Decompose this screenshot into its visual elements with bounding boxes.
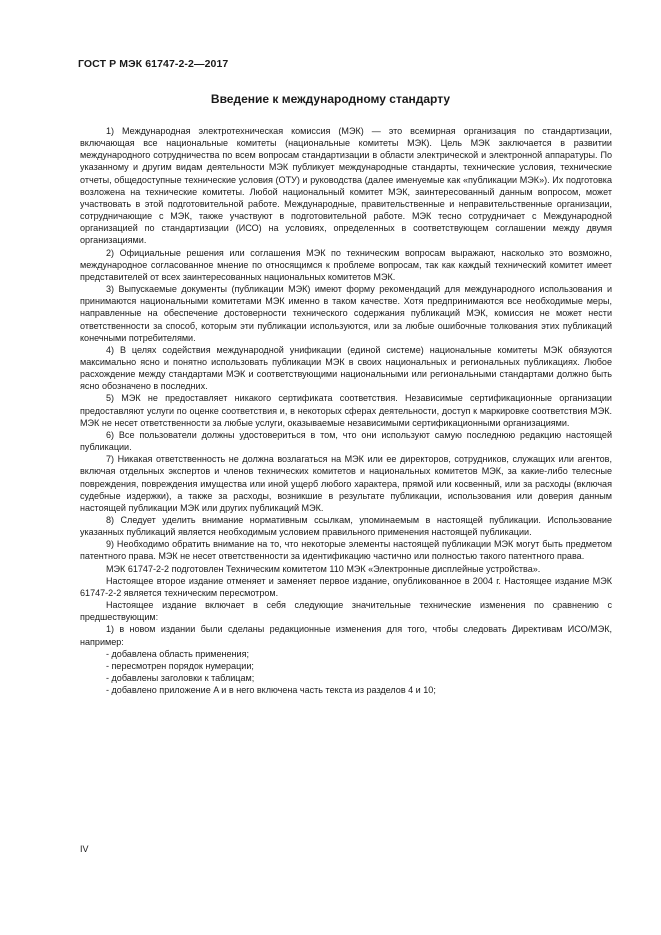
change-list-item: - пересмотрен порядок нумерации; (106, 660, 254, 671)
section-title: Введение к международному стандарту (210, 92, 451, 106)
paragraph: 8) Следует уделить внимание нормативным ссылкам, упоминаемым в настоящей публикации. Использование указанных публикаций является необходимым условием правильного применения настоящей публикации. (80, 515, 612, 538)
paragraph: 9) Необходимо обратить внимание на то, что некоторые элементы настоящей публикации МЭК могут быть предметом патентного права. МЭК не несет ответственности за идентификацию частично или полностью такого патентного права. (80, 539, 612, 562)
paragraph: 7) Никакая ответственность не должна возлагаться на МЭК или ее директоров, сотрудников, служащих или агентов, включая отдельных экспертов и членов технических комитетов и национальных комитетов МЭК, за какие-либо телесные повреждения, повреждения имущества или иной ущерб любого характера, прямой или косвенный, или за расходы (включая судебные издержки), а также за расходы, возникшие в результате публикации, использования или доверия данным настоящей публикации МЭК или других публикаций МЭК. (80, 454, 612, 513)
paragraph: Настоящее издание включает в себя следующие значительные технические изменения по сравнению с предшествующим: (80, 600, 612, 623)
paragraph: 3) Выпускаемые документы (публикации МЭК) имеют форму рекомендаций для международного использования и принимаются национальными комитетами МЭК именно в таком качестве. Хотя предпринимаются все необходимые меры, направленные на обеспечение достоверности технического содержания публикаций МЭК, комиссия не может нести ответственности за способ, которым эти публикации используются, или за любые ошибочные толкования этих публикаций конечными потребителями. (80, 284, 612, 343)
document-header: ГОСТ Р МЭК 61747-2-2—2017 (78, 58, 229, 70)
paragraph: 6) Все пользователи должны удостовериться в том, что они используют самую последнюю редакцию настоящей публикации. (80, 429, 612, 453)
change-list-item: - добавлена область применения; (106, 648, 250, 659)
page-number: IV (80, 844, 89, 854)
paragraph: Настоящее второе издание отменяет и заменяет первое издание, опубликованное в 2004 г. Настоящее издание МЭК 61747-2-2 является техническим пересмотром. (80, 575, 612, 598)
change-list-item: - добавлены заголовки к таблицам; (106, 673, 255, 684)
change-list-item: - добавлено приложение A и в него включена часть текста из разделов 4 и 10; (106, 685, 436, 696)
paragraph: 2) Официальные решения или соглашения МЭК по техническим вопросам выражают, насколько это возможно, международное согласованное мнение по относящимся к проблеме вопросам, так как каждый технический комитет имеет представителей от всех заинтересованных национальных комитетов МЭК. (80, 247, 612, 282)
paragraph: 1) Международная электротехническая комиссия (МЭК) — это всемирная организация по стандартизации, включающая все национальные комитеты (национальные комитеты МЭК). Цель МЭК заключается в развитии международного сотрудничества по всем вопросам стандартизации в области электрической и электронной аппаратуры. По указанному и другим видам деятельности МЭК публикует международные стандарты, технические условия, технические отчеты, общедоступные технические условия (ОТУ) и руководства (далее именуемые как «публикации МЭК»). Их подготовка возложена на технические комитеты. Любой национальный комитет МЭК, заинтересованный данным вопросом, может участвовать в этой подготовительной работе. Международные, правительственные и неправительственные организации, сотрудничающие с МЭК, также участвуют в подготовительной работе. МЭК тесно сотрудничает с Международной организацией по стандартизации (ИСО) на условиях, определенных в соответствующем соглашении между двумя организациями. (80, 126, 612, 246)
document-body (80, 125, 612, 696)
paragraph: 1) в новом издании были сделаны редакционные изменения для того, чтобы следовать Директивам ИСО/МЭК, например: (80, 624, 612, 647)
paragraph: МЭК 61747-2-2 подготовлен Техническим комитетом 110 МЭК «Электронные дисплейные устройства». (106, 563, 541, 574)
paragraph: 4) В целях содействия международной унификации (единой системе) национальные комитеты МЭК обязуются максимально ясно и понятно использовать публикации МЭК в своих национальных и региональных публикациях. Любое расхождение между стандартами МЭК и соответствующими национальными или региональными стандартами должно быть ясно обозначено в последних. (80, 344, 612, 392)
paragraph: 5) МЭК не предоставляет никакого сертификата соответствия. Независимые сертификационные организации предоставляют услуги по оценке соответствия и, в некоторых сферах деятельности, доступ к маркировке соответствия МЭК. МЭК не несет ответственности за любые услуги, оказываемые независимыми сертификационными организациями. (80, 393, 612, 428)
